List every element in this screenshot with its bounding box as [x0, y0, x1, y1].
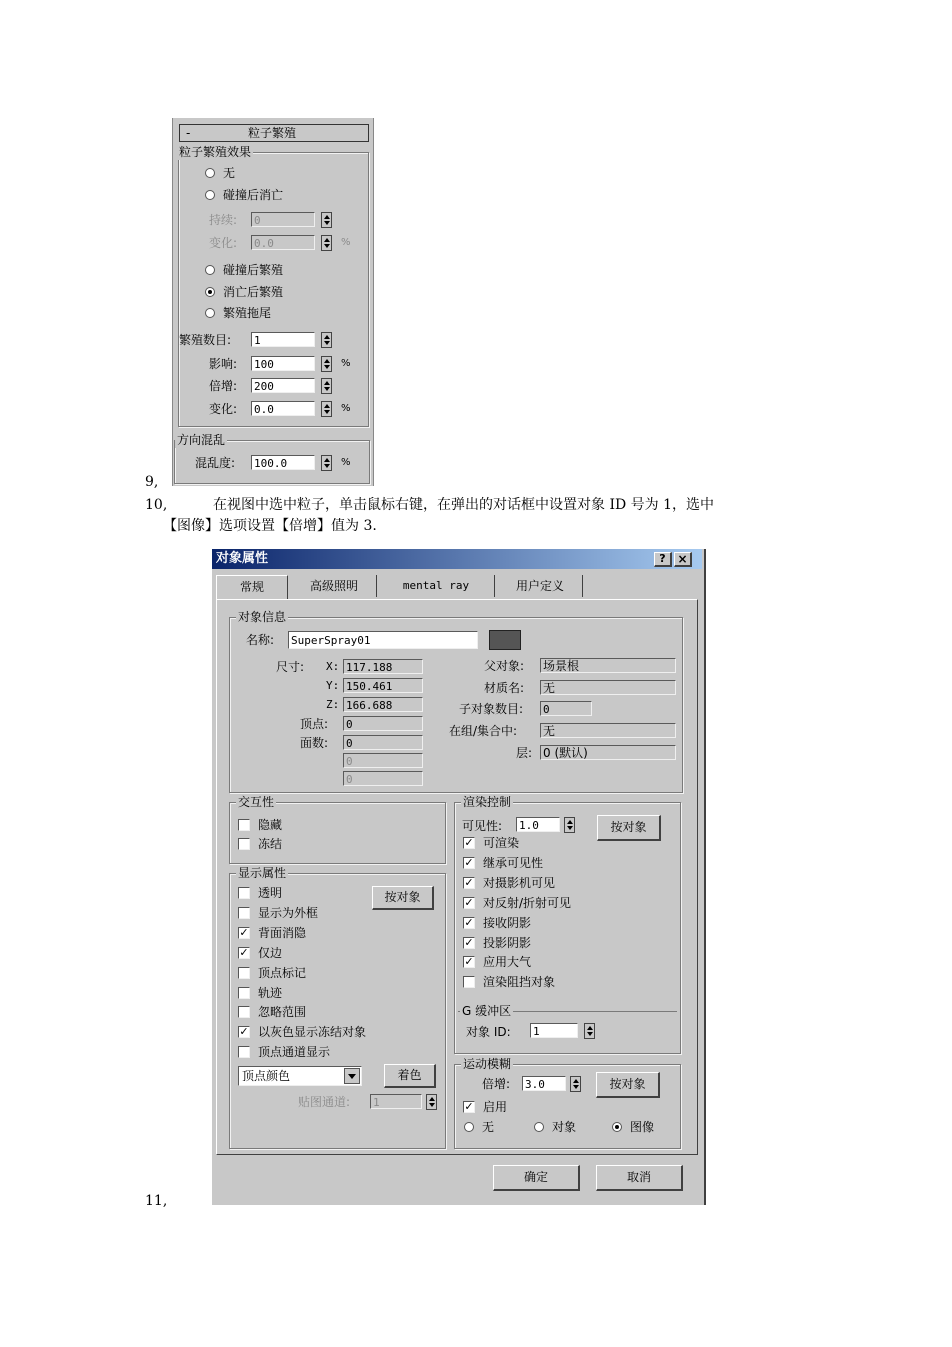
radio-spawn-on-death[interactable] — [205, 287, 215, 297]
step-10-text: 在视图中选中粒子，单击鼠标右键，在弹出的对话框中设置对象 ID 号为 1，选中 — [213, 497, 715, 513]
display-option-checkbox[interactable] — [238, 887, 250, 899]
render-option-checkbox[interactable] — [463, 956, 475, 968]
display-option-checkbox[interactable] — [238, 1006, 250, 1018]
radio-spawn-trails[interactable] — [205, 308, 215, 318]
mb-radio-none-label: 无 — [482, 1120, 495, 1134]
rollout-header[interactable] — [179, 124, 369, 142]
display-option-checkbox[interactable] — [238, 907, 250, 919]
render-option-label: 渲染阻挡对象 — [483, 975, 556, 990]
visibility-label: 可见性: — [462, 819, 503, 833]
vertices-value: 0 — [343, 716, 423, 731]
mb-radio-object-label: 对象 — [552, 1120, 577, 1134]
mb-radio-image-label: 图像 — [630, 1120, 655, 1134]
render-option-label: 可渲染 — [483, 836, 520, 850]
display-option-label: 透明 — [258, 886, 283, 900]
freeze-checkbox[interactable] — [238, 838, 250, 850]
persist-label: 持续: — [209, 213, 238, 227]
particle-spawn-panel — [172, 118, 374, 486]
tab-user-defined[interactable]: 用户定义 — [498, 575, 583, 597]
object-properties-dialog — [212, 549, 706, 1205]
radio-spawn-on-death-label: 消亡后繁殖 — [223, 285, 284, 299]
x-label: X: — [326, 660, 340, 673]
freeze-label: 冻结 — [258, 837, 283, 851]
step-10-number: 10, — [145, 497, 168, 513]
mb-radio-image[interactable] — [612, 1122, 622, 1132]
spawns-field[interactable]: 1 — [251, 332, 315, 347]
rollout-title: 粒子繁殖 — [248, 126, 297, 140]
extra-value-2: 0 — [343, 771, 423, 786]
material-label: 材质名: — [484, 681, 525, 695]
variation2-field[interactable]: 0.0 — [251, 401, 315, 416]
check-icon: ✓ — [464, 895, 474, 909]
object-id-spinner[interactable] — [584, 1023, 595, 1039]
chaos-percent: % — [341, 457, 351, 468]
mb-by-object-button[interactable]: 按对象 — [596, 1072, 660, 1098]
visibility-spinner[interactable] — [564, 817, 575, 833]
radio-die-after-collision[interactable] — [205, 190, 215, 200]
chaos-label: 混乱度: — [195, 456, 236, 470]
multiplier-field[interactable]: 200 — [251, 378, 315, 393]
render-option-checkbox[interactable] — [463, 877, 475, 889]
radio-die-after-collision-label: 碰撞后消亡 — [223, 188, 284, 202]
chevron-down-icon[interactable] — [344, 1068, 360, 1084]
render-option-label: 对反射/折射可见 — [483, 895, 572, 910]
render-option-label: 投影阴影 — [483, 935, 532, 950]
check-icon: ✓ — [464, 915, 474, 929]
display-option-label: 仅边 — [258, 945, 283, 960]
radio-none-label: 无 — [223, 166, 236, 180]
parent-label: 父对象: — [484, 659, 525, 673]
mb-multiplier-spinner[interactable] — [570, 1076, 581, 1092]
variation-spinner[interactable] — [321, 235, 332, 251]
ok-button[interactable]: 确定 — [493, 1165, 580, 1191]
step-9-number: 9, — [145, 474, 159, 490]
spawns-spinner[interactable] — [321, 332, 332, 348]
render-option-label: 应用大气 — [483, 955, 532, 970]
direction-chaos-title: 方向混乱 — [177, 433, 226, 447]
material-value: 无 — [540, 680, 676, 695]
extra-value-1: 0 — [343, 753, 423, 768]
display-option-checkbox[interactable] — [238, 967, 250, 979]
spawns-label: 繁殖数目: — [179, 333, 232, 347]
children-value: 0 — [540, 701, 592, 716]
affects-field[interactable]: 100 — [251, 356, 315, 371]
spawn-effects-title: 粒子繁殖效果 — [179, 145, 252, 159]
render-option-checkbox[interactable] — [463, 917, 475, 929]
chaos-spinner[interactable] — [321, 455, 332, 471]
chaos-field[interactable]: 100.0 — [251, 455, 315, 470]
name-field[interactable]: SuperSpray01 — [288, 631, 478, 649]
z-value: 166.688 — [343, 697, 423, 712]
help-button[interactable]: ? — [654, 552, 672, 567]
variation-label: 变化: — [209, 236, 238, 250]
object-id-label: 对象 ID: — [466, 1025, 511, 1039]
radio-spawn-trails-label: 繁殖拖尾 — [223, 306, 272, 320]
rollout-collapse-icon[interactable]: - — [186, 126, 191, 140]
display-option-label: 背面消隐 — [258, 925, 307, 940]
multiplier-spinner[interactable] — [321, 378, 332, 394]
display-option-label: 忽略范围 — [258, 1005, 307, 1020]
in-group-value: 无 — [540, 723, 676, 738]
faces-value: 0 — [343, 735, 423, 750]
motion-blur-title: 运动模糊 — [463, 1057, 512, 1071]
mb-multiplier-label: 倍增: — [482, 1077, 511, 1091]
map-channel-spinner[interactable] — [426, 1094, 437, 1110]
display-properties-title: 显示属性 — [238, 866, 287, 880]
in-group-label: 在组/集合中: — [449, 724, 518, 738]
x-value: 117.188 — [343, 659, 423, 674]
children-label: 子对象数目: — [459, 702, 524, 716]
faces-label: 面数: — [300, 736, 329, 750]
radio-spawn-on-collision-label: 碰撞后繁殖 — [223, 263, 284, 277]
step-11-number: 11, — [145, 1193, 168, 1209]
display-option-checkbox[interactable] — [238, 1046, 250, 1058]
object-info-title: 对象信息 — [238, 610, 287, 624]
dialog-title-bar[interactable] — [212, 549, 702, 569]
vertex-color-value: 顶点颜色 — [242, 1069, 291, 1083]
object-color-swatch[interactable] — [489, 630, 521, 650]
radio-none[interactable] — [205, 168, 215, 178]
map-channel-label: 贴图通道: — [298, 1095, 351, 1109]
interactivity-title: 交互性 — [238, 795, 275, 809]
variation2-percent: % — [341, 403, 351, 414]
g-buffer-title: G 缓冲区 — [462, 1004, 512, 1018]
display-option-label: 以灰色显示冻结对象 — [258, 1025, 367, 1040]
render-option-label: 继承可见性 — [483, 855, 544, 870]
hide-checkbox[interactable] — [238, 819, 250, 831]
parent-value: 场景根 — [540, 658, 676, 673]
tab-mental-ray[interactable]: mental ray — [378, 575, 495, 597]
check-icon: ✓ — [464, 935, 474, 949]
close-button[interactable]: × — [674, 552, 692, 567]
layer-value: 0 (默认) — [540, 745, 676, 760]
check-icon: ✓ — [239, 925, 249, 939]
check-icon: ✓ — [239, 1025, 249, 1039]
vertices-label: 顶点: — [300, 717, 329, 731]
check-icon: ✓ — [464, 855, 474, 869]
persist-spinner[interactable] — [321, 212, 332, 228]
hide-label: 隐藏 — [258, 818, 283, 832]
mb-enabled-checkbox[interactable] — [463, 1101, 475, 1113]
tab-advanced-lighting[interactable]: 高级照明 — [292, 575, 377, 597]
display-option-checkbox[interactable] — [238, 947, 250, 959]
variation2-label: 变化: — [209, 402, 238, 416]
radio-spawn-on-collision[interactable] — [205, 265, 215, 275]
mb-radio-object[interactable] — [534, 1122, 544, 1132]
check-icon: ✓ — [239, 945, 249, 959]
name-label: 名称: — [246, 633, 275, 647]
variation-field[interactable]: 0.0 — [251, 235, 315, 250]
tab-bar — [216, 575, 696, 599]
y-label: Y: — [326, 679, 340, 692]
object-id-field[interactable]: 1 — [530, 1023, 578, 1038]
variation2-spinner[interactable] — [321, 401, 332, 417]
render-option-checkbox[interactable] — [463, 976, 475, 988]
cancel-button[interactable]: 取消 — [596, 1165, 683, 1191]
render-option-checkbox[interactable] — [463, 837, 475, 849]
render-option-label: 接收阴影 — [483, 915, 532, 930]
affects-spinner[interactable] — [321, 356, 332, 372]
display-option-label: 显示为外框 — [258, 905, 319, 920]
map-channel-field[interactable]: 1 — [370, 1094, 422, 1109]
display-option-checkbox[interactable] — [238, 927, 250, 939]
affects-percent: % — [341, 358, 351, 369]
display-option-label: 轨迹 — [258, 985, 283, 1000]
check-icon: ✓ — [464, 1100, 474, 1113]
layer-label: 层: — [516, 746, 533, 760]
z-label: Z: — [326, 698, 340, 711]
render-option-checkbox[interactable] — [463, 857, 475, 869]
persist-field[interactable]: 0 — [251, 212, 315, 227]
check-icon: ✓ — [464, 875, 474, 889]
mb-multiplier-field[interactable]: 3.0 — [522, 1076, 566, 1091]
render-by-object-button[interactable]: 按对象 — [597, 815, 661, 841]
interactivity-group — [229, 795, 446, 864]
step-10-text-line2: 【图像】选项设置【倍增】值为 3. — [163, 518, 377, 534]
shaded-button[interactable]: 着色 — [384, 1064, 436, 1088]
display-option-label: 顶点标记 — [258, 965, 307, 980]
mb-enabled-label: 启用 — [483, 1100, 508, 1114]
rendering-control-title: 渲染控制 — [463, 795, 512, 809]
display-by-object-button[interactable]: 按对象 — [372, 886, 434, 910]
mb-radio-none[interactable] — [464, 1122, 474, 1132]
tab-general[interactable]: 常规 — [216, 575, 288, 600]
vertex-color-dropdown[interactable] — [238, 1066, 362, 1086]
display-option-checkbox[interactable] — [238, 987, 250, 999]
render-option-checkbox[interactable] — [463, 937, 475, 949]
render-option-checkbox[interactable] — [463, 897, 475, 909]
check-icon: ✓ — [464, 955, 474, 969]
dialog-title: 对象属性 — [216, 551, 269, 566]
check-icon: ✓ — [464, 836, 474, 849]
visibility-field[interactable]: 1.0 — [516, 817, 560, 832]
variation-percent: % — [341, 237, 351, 248]
affects-label: 影响: — [209, 357, 238, 371]
render-option-label: 对摄影机可见 — [483, 875, 556, 890]
display-option-checkbox[interactable] — [238, 1026, 250, 1038]
y-value: 150.461 — [343, 678, 423, 693]
multiplier-label: 倍增: — [209, 379, 238, 393]
dimensions-label: 尺寸: — [276, 660, 305, 674]
display-option-label: 顶点通道显示 — [258, 1045, 331, 1060]
